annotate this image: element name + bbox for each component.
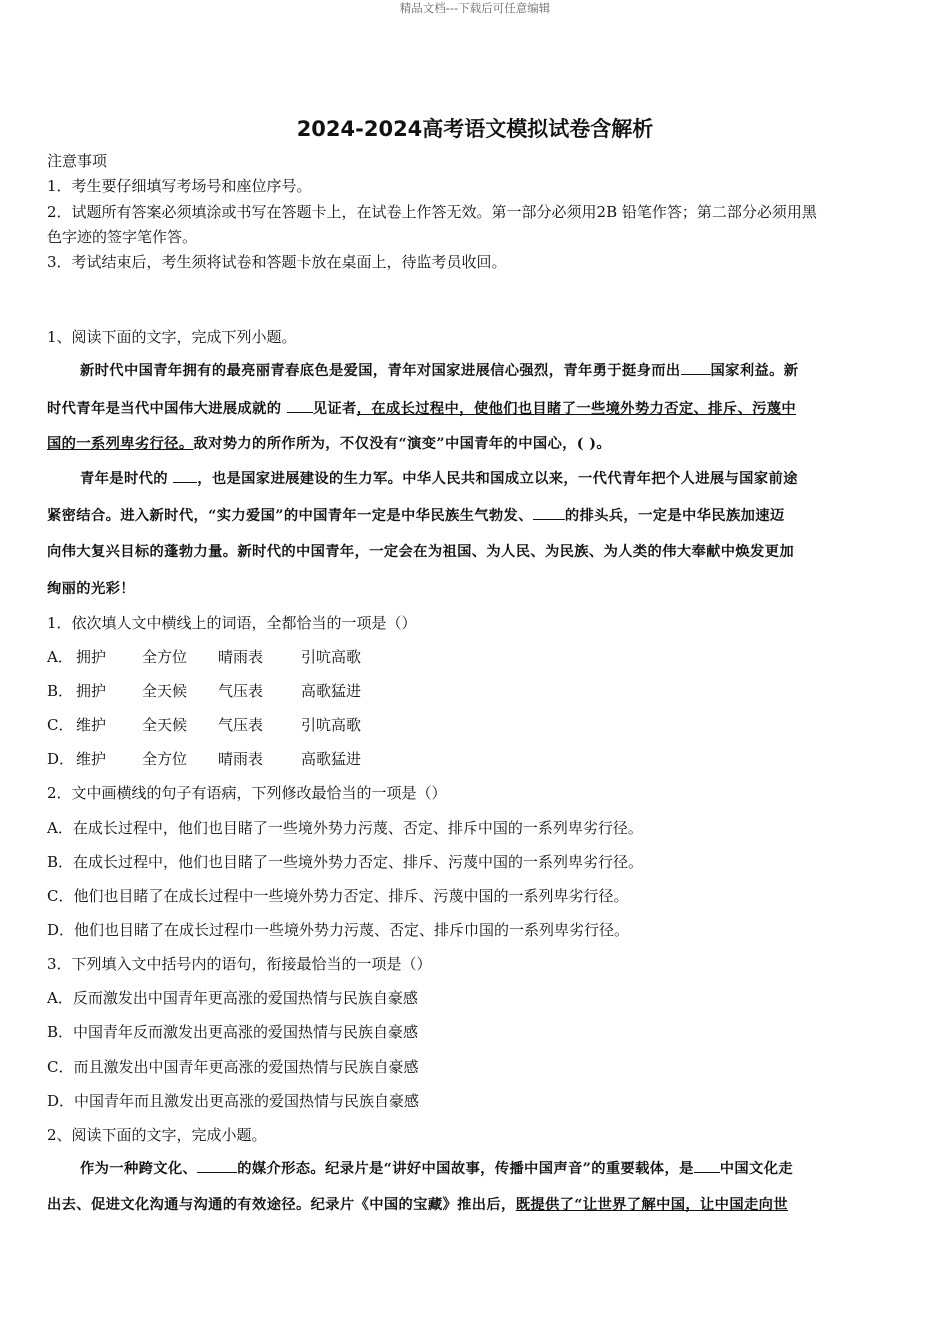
passage-text: 青年是时代的 bbox=[80, 471, 174, 487]
underlined-sentence: 既提供了“让世界了解中国，让中国走向世 bbox=[515, 1197, 788, 1213]
option-word: 全方位 bbox=[142, 648, 188, 666]
option-label: D． bbox=[47, 750, 75, 768]
answer-option-d: D．中国青年而且激发出更高涨的爱国热情与民族自豪感 bbox=[47, 1092, 420, 1110]
document-title: 2024-2024高考语文模拟试卷含解析 bbox=[296, 117, 654, 141]
passage1-line bbox=[47, 505, 905, 526]
passage1-line bbox=[47, 398, 905, 419]
passage1-line bbox=[80, 360, 905, 381]
passage-text: 的排头兵，一定是中华民族加速迈 bbox=[564, 508, 785, 524]
option-word: 气压表 bbox=[218, 682, 264, 700]
passage1-line bbox=[47, 434, 905, 454]
option-word: 拥护 bbox=[76, 648, 107, 666]
option-label: A． bbox=[47, 648, 73, 666]
answer-option-a: A．在成长过程中，他们也目睹了一些境外势力污蔑、否定、排斥中国的一系列卑劣行径。 bbox=[47, 819, 643, 837]
passage1-line: 绚丽的光彩！ bbox=[47, 581, 135, 597]
passage1-line: 向伟大复兴目标的蓬勃力量。新时代的中国青年，一定会在为祖国、为人民、为民族、为人类的伟大奉献中焕发更加 bbox=[47, 544, 794, 560]
passage-text: ，也是国家进展建设的生力军。中华人民共和国成立以来，一代代青年把个人进展与国家前途 bbox=[197, 471, 798, 487]
option-word: 晴雨表 bbox=[218, 750, 264, 768]
question-stem: 2．文中画横线的句子有语病，下列修改最恰当的一项是（） bbox=[47, 784, 447, 802]
option-word: 高歌猛进 bbox=[301, 750, 362, 768]
notice-item: 色字迹的签字笔作答。 bbox=[47, 228, 198, 246]
page-header-note: 精品文档---下载后可任意编辑 bbox=[399, 1, 551, 15]
answer-option-a bbox=[47, 647, 905, 667]
fill-blank bbox=[173, 468, 197, 483]
option-label: C． bbox=[47, 716, 74, 734]
option-word: 全方位 bbox=[142, 750, 188, 768]
passage-text: 见证者 bbox=[312, 401, 357, 417]
notice-item: 2．试题所有答案必须填涂或书写在答题卡上，在试卷上作答无效。第一部分必须用2B 铅笔作答；第二部分必须用黑 bbox=[47, 203, 817, 221]
fill-blank bbox=[197, 1158, 237, 1173]
answer-option-a: A．反而激发出中国青年更高涨的爱国热情与民族自豪感 bbox=[47, 989, 418, 1007]
option-word: 维护 bbox=[76, 716, 107, 734]
fill-blank bbox=[694, 1158, 720, 1173]
passage-text: 紧密结合。进入新时代，“实力爱国”的中国青年一定是中华民族生气勃发、 bbox=[47, 508, 533, 524]
answer-option-d: D．他们也目睹了在成长过程巾一些境外势力污蔑、否定、排斥巾国的一系列卑劣行径。 bbox=[47, 921, 630, 939]
notice-heading: 注意事项 bbox=[47, 152, 108, 170]
passage-text: 的媒介形态。纪录片是“讲好中国故事，传播中国声音”的重要载体，是 bbox=[237, 1161, 694, 1177]
underlined-sentence: 国的一系列卑劣行径。 bbox=[47, 436, 194, 452]
passage-text: 出去、促进文化沟通与沟通的有效途径。纪录片《中国的宝藏》推出后， bbox=[47, 1197, 516, 1213]
passage-text: 时代青年是当代中国伟大进展成就的 bbox=[47, 401, 287, 417]
notice-item: 1．考生要仔细填写考场号和座位序号。 bbox=[47, 177, 312, 195]
answer-option-b: B．中国青年反而激发出更高涨的爱国热情与民族自豪感 bbox=[47, 1023, 419, 1041]
option-word: 维护 bbox=[76, 750, 107, 768]
fill-blank bbox=[287, 398, 313, 413]
question-stem: 3．下列填入文中括号内的语句，衔接最恰当的一项是（） bbox=[47, 955, 432, 973]
passage2-line bbox=[47, 1195, 905, 1215]
option-label: B． bbox=[47, 682, 74, 700]
option-word: 引吭高歌 bbox=[301, 716, 362, 734]
passage-text: 作为一种跨文化、 bbox=[80, 1161, 198, 1177]
answer-option-b bbox=[47, 681, 905, 701]
answer-option-c bbox=[47, 715, 905, 735]
passage-text: 国家利益。新 bbox=[710, 363, 799, 379]
notice-item: 3．考试结束后，考生须将试卷和答题卡放在桌面上，待监考员收回。 bbox=[47, 253, 507, 271]
option-word: 引吭高歌 bbox=[301, 648, 362, 666]
underlined-sentence: ，在成长过程中，使他们也目睹了一些境外势力否定、排斥、污蔑中 bbox=[356, 401, 797, 417]
option-word: 高歌猛进 bbox=[301, 682, 362, 700]
option-word: 气压表 bbox=[218, 716, 264, 734]
passage-text: 中国文化走 bbox=[719, 1161, 793, 1177]
answer-option-b: B．在成长过程中，他们也目睹了一些境外势力否定、排斥、污蔑中国的一系列卑劣行径。 bbox=[47, 853, 644, 871]
option-word: 全天候 bbox=[142, 682, 188, 700]
answer-option-c: C．他们也目睹了在成长过程中一些境外势力否定、排斥、污蔑中国的一系列卑劣行径。 bbox=[47, 887, 629, 905]
passage1-line bbox=[80, 468, 905, 489]
passage-text: 新时代中国青年拥有的最亮丽青春底色是爱国，青年对国家进展信心强烈，青年勇于挺身而出 bbox=[80, 363, 681, 379]
passage2-line bbox=[80, 1158, 905, 1179]
fill-blank bbox=[533, 505, 565, 520]
section2-intro: 2、阅读下面的文字，完成小题。 bbox=[47, 1126, 267, 1144]
section1-intro: 1、阅读下面的文字，完成下列小题。 bbox=[47, 328, 297, 346]
passage-text: 敌对势力的所作所为，不仅没有“演变”中国青年的中国心，( )。 bbox=[193, 436, 611, 452]
option-word: 全天候 bbox=[142, 716, 188, 734]
answer-option-d bbox=[47, 749, 905, 769]
fill-blank bbox=[681, 360, 711, 375]
option-word: 拥护 bbox=[76, 682, 107, 700]
option-word: 晴雨表 bbox=[218, 648, 264, 666]
question-stem: 1．依次填人文中横线上的词语，全都恰当的一项是（） bbox=[47, 614, 417, 632]
answer-option-c: C．而且激发出中国青年更高涨的爱国热情与民族自豪感 bbox=[47, 1058, 419, 1076]
